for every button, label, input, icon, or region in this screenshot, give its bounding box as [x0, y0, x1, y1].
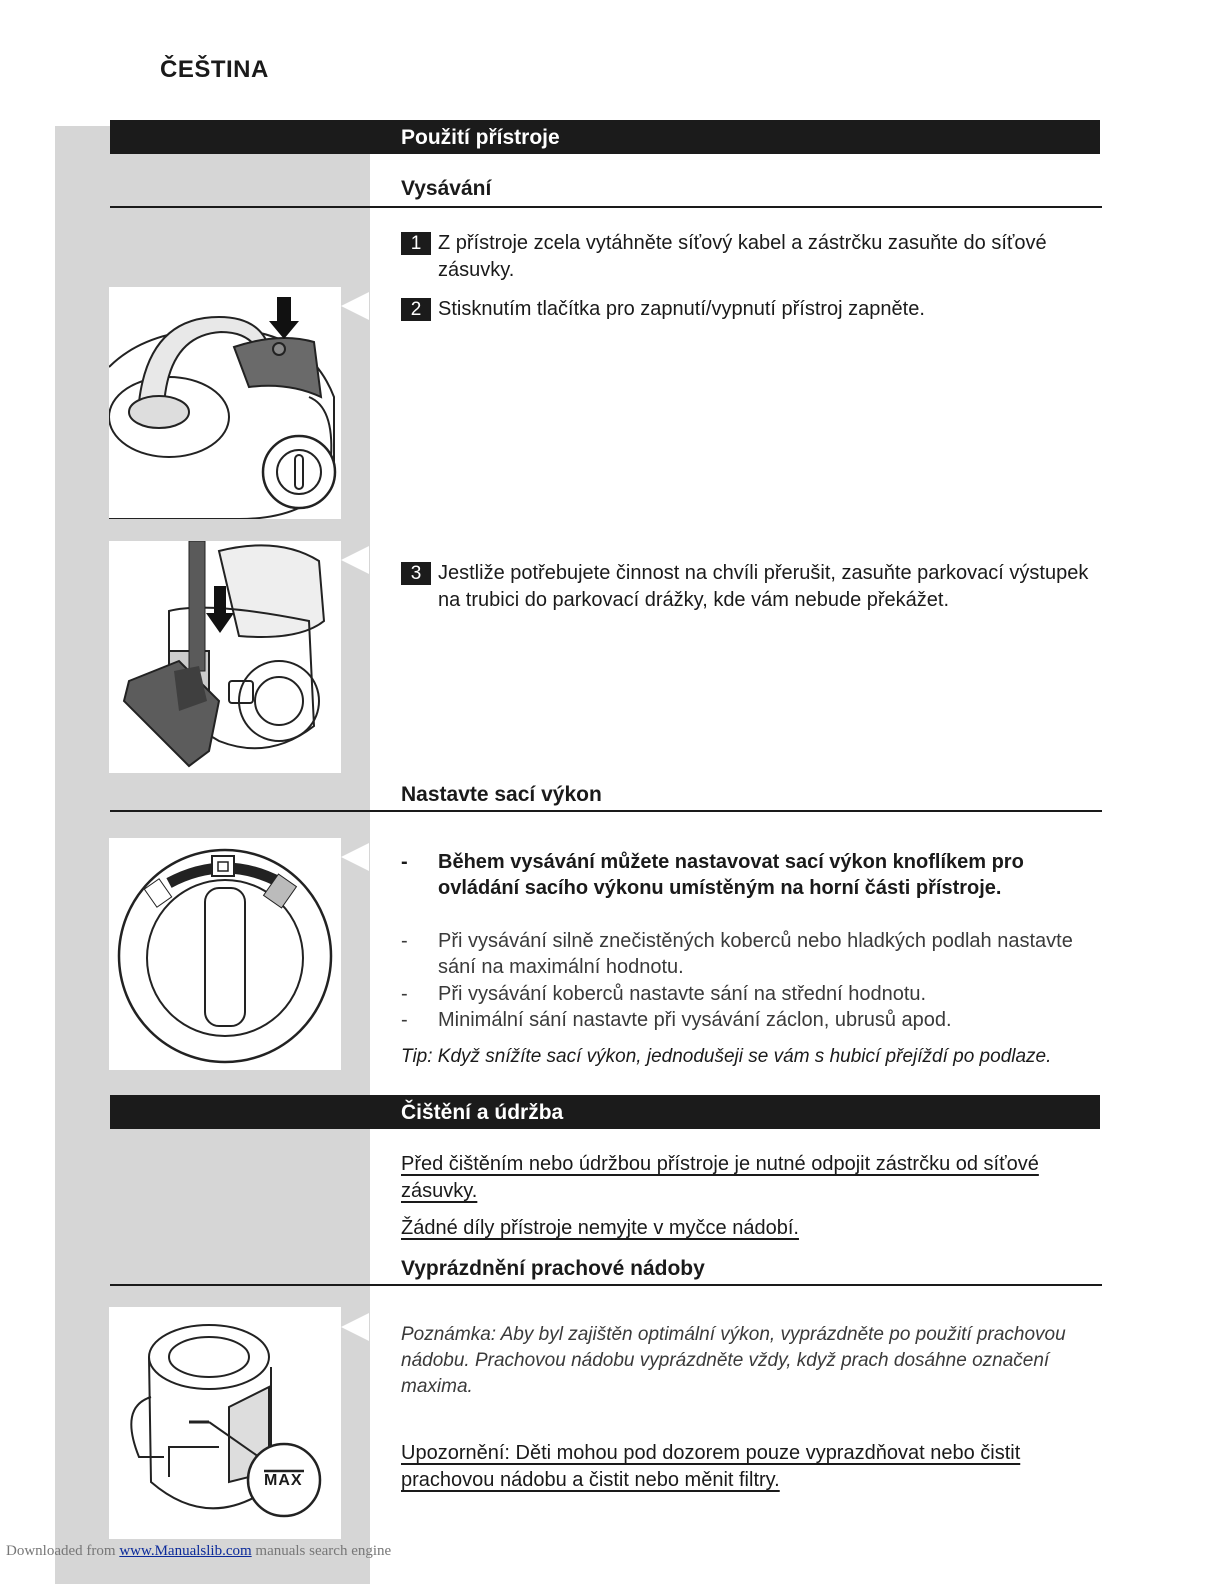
suction-knob-illustration — [109, 838, 341, 1070]
divider — [110, 206, 1102, 208]
manualslib-link[interactable]: www.Manualslib.com — [119, 1543, 252, 1559]
image-pointer — [341, 546, 369, 574]
bullet-dash: - — [401, 930, 408, 952]
bullet-text: Při vysávání silně znečistěných koberců nebo hladkých podlah nastavte sání na maximální hodnotu. — [438, 930, 1073, 978]
section-title-cleaning: Čištění a údržba — [110, 1095, 1100, 1129]
bullet-dash: - — [401, 1009, 408, 1031]
image-pointer — [341, 1313, 369, 1341]
suction-bullet-3 — [401, 981, 1101, 1007]
step-text: Z přístroje zcela vytáhněte síťový kabel a zástrčku zasuňte do síťové zásuvky. — [438, 232, 1047, 281]
bullet-dash: - — [401, 983, 408, 1005]
download-footer — [6, 1543, 391, 1560]
tip-text: Tip: Když snížíte sací výkon, jednodušeji se vám s hubicí přejíždí po podlaze. — [401, 1046, 1052, 1067]
suction-knob-drawing — [109, 838, 341, 1070]
image-pointer — [341, 292, 369, 320]
heading-vacuuming: Vysávání — [401, 177, 492, 200]
section-title-use: Použití přístroje — [110, 120, 1100, 154]
step-2 — [401, 296, 1101, 323]
heading-empty-container: Vyprázdnění prachové nádoby — [401, 1257, 705, 1280]
note-text: Poznámka: Aby byl zajištěn optimální výkon, vyprázdněte po použití prachovou nádobu. Prachovou nádobu vyprázdněte vždy, když prach dosáhne označení maxima. — [401, 1324, 1066, 1397]
step-text: Stisknutím tlačítka pro zapnutí/vypnutí přístroj zapněte. — [438, 298, 925, 320]
footer-suffix: manuals search engine — [255, 1543, 392, 1559]
step-number: 3 — [401, 562, 431, 585]
divider — [110, 810, 1102, 812]
bullet-text: Během vysávání můžete nastavovat sací výkon knoflíkem pro ovládání sacího výkonu umístěným na horní části přístroje. — [438, 851, 1024, 899]
bullet-text: Minimální sání nastavte při vysávání záclon, ubrusů apod. — [438, 1009, 952, 1031]
step-1 — [401, 230, 1101, 284]
suction-bullet-2 — [401, 928, 1101, 980]
warning-unplug: Před čištěním nebo údržbou přístroje je nutné odpojit zástrčku od síťové zásuvky. — [401, 1153, 1039, 1202]
footer-prefix: Downloaded from — [6, 1543, 116, 1559]
step-number: 1 — [401, 232, 431, 255]
step-3 — [401, 560, 1101, 614]
step-number: 2 — [401, 298, 431, 321]
caution-text: Upozornění: Děti mohou pod dozorem pouze vyprazdňovat nebo čistit prachovou nádobu a čistit nebo měnit filtry. — [401, 1442, 1021, 1491]
vacuum-parking-drawing — [109, 541, 341, 773]
dust-container-illustration — [109, 1307, 341, 1539]
step-text: Jestliže potřebujete činnost na chvíli přerušit, zasuňte parkovací výstupek na trubici do parkovací drážky, kde vám nebude překážet. — [438, 562, 1089, 611]
suction-bullet-1 — [401, 849, 1101, 901]
divider — [110, 1284, 1102, 1286]
dust-container-drawing — [109, 1307, 341, 1539]
language-title: ČEŠTINA — [160, 56, 269, 83]
power-button-illustration — [109, 287, 341, 519]
arrow-down-icon — [269, 297, 299, 339]
image-pointer — [341, 843, 369, 871]
bullet-dash: - — [401, 851, 408, 873]
suction-bullet-4 — [401, 1007, 1101, 1033]
power-icon — [263, 436, 335, 508]
max-label: MAX — [264, 1472, 303, 1489]
parking-illustration — [109, 541, 341, 773]
heading-suction: Nastavte sací výkon — [401, 783, 602, 806]
vacuum-top-drawing — [109, 287, 341, 519]
warning-dishwasher: Žádné díly přístroje nemyjte v myčce nádobí. — [401, 1217, 799, 1239]
bullet-text: Při vysávání koberců nastavte sání na střední hodnotu. — [438, 983, 927, 1005]
